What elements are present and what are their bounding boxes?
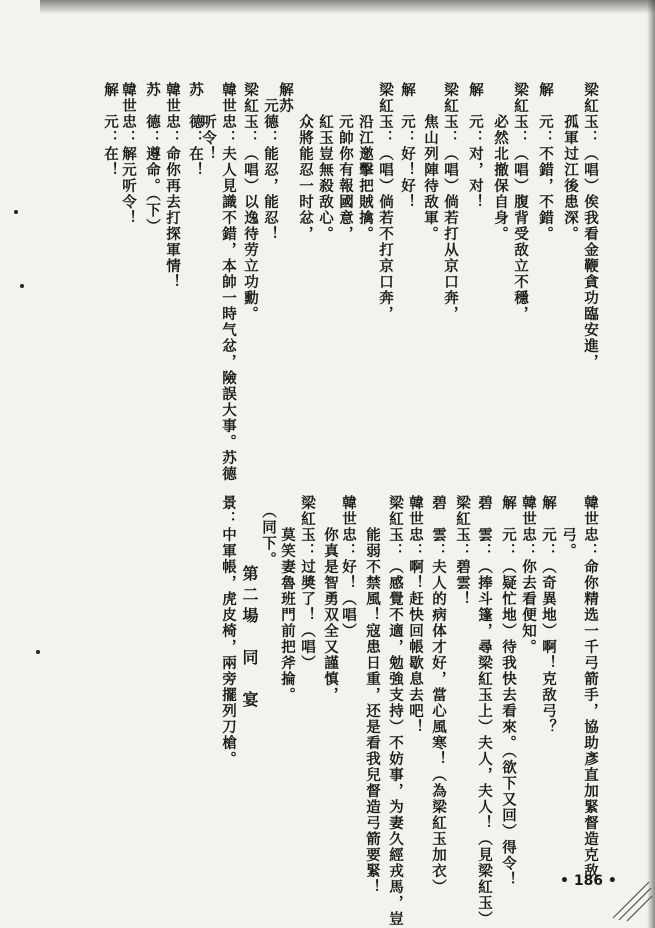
text-line: 众將能忍一时忿， [297, 82, 314, 242]
scan-speck [36, 650, 40, 654]
text-line: 韓世忠：命你精选一千弓箭手，協助彥直加緊督造克敌 [582, 495, 599, 879]
text-line: 韓世忠：解元听令！ [120, 82, 137, 226]
text-line: 解 元：对，对！ [467, 82, 484, 210]
text-line: 莫笑妻魯班門前把斧掄。 [279, 495, 296, 703]
text-line: 你真是智勇双全又謹慎， [322, 495, 339, 703]
text-line: 解 元：不錯，不錯。 [537, 82, 554, 242]
scan-shadow-top [40, 0, 655, 14]
text-line: 听令！ [200, 82, 217, 162]
text-line: 梁紅玉：（唱）倘若打从京口奔， [442, 82, 459, 322]
text-line: 必然北撤保自身。 [492, 82, 509, 242]
text-line: 解 元：（疑忙地）待我快去看來。（欲下又回）得令！ [500, 495, 517, 888]
text-line: 韓世忠：你去看便知。 [520, 495, 537, 655]
scene-heading: 第二場 同 宴 [240, 565, 259, 712]
text-line: 梁紅玉：（感覺不適，勉強支持）不妨事，为妻久經戎馬，豈 [387, 495, 404, 927]
text-line: 元帥你有報國意， [337, 82, 354, 242]
text-line: 焦山列陣待敌軍。 [422, 82, 439, 242]
scan-shadow-right [647, 0, 655, 928]
text-line: 紅玉豈無殺敌心。 [317, 82, 334, 242]
text-line: 梁紅玉：（唱）倘若不打京口奔， [377, 82, 394, 322]
text-line: 梁紅玉：过奬了！（唱） [299, 495, 316, 671]
text-line: 解 元：（奇異地）啊！克敌弓？ [540, 495, 557, 735]
text-line: 梁紅玉：（唱）腹背受敌立不穩， [512, 82, 529, 322]
text-line: 苏 德：遵命。（下） [144, 82, 161, 235]
text-line: 孤軍过江後患深。 [562, 82, 579, 242]
text-line: 梁紅玉：碧雲！ [454, 495, 471, 607]
text-line: 苏 德：在！ [187, 82, 204, 178]
text-line: 能弱不禁風！寇患日重，还是看我兒督造弓箭要緊！ [364, 495, 381, 895]
text-line: 碧 雲：夫人的病体才好，當心風寒！（為梁紅玉加衣） [430, 495, 447, 895]
text-line: 解 元：好！好！ [399, 82, 416, 210]
text-line: 韓世忠：命你再去打探軍情！ [164, 82, 181, 290]
scan-speck [20, 284, 24, 288]
text-line: 梁紅玉：（唱）俟我看金鞭貪功臨安進， [582, 82, 599, 370]
text-line: （同下。 [260, 495, 277, 568]
text-line: 碧 雲：（捧斗篷，尋梁紅玉上）夫人，夫人！（見梁紅玉） [476, 495, 493, 927]
text-line: 韓世忠：好！（唱） [340, 495, 357, 639]
text-line: 韓世忠：夫人見識不錯，本帥一時气忿，險誤大事。苏德 [220, 82, 237, 482]
text-line: 元德：能忍，能忍！ [262, 82, 279, 242]
text-line: 景：中軍帳，虎皮椅，兩旁擺列刀槍。 [220, 495, 237, 767]
text-line: 弓。 [560, 495, 577, 559]
text-line: 沿江邀擊把賊擒。 [357, 82, 374, 242]
page-number: • 186 • [560, 873, 617, 889]
text-line: 解苏 [277, 82, 294, 114]
text-line: 韓世忠：啊！赶快回帳歇息去吧！ [407, 495, 424, 735]
scan-speck [14, 210, 18, 214]
text-line: 解 元：在！ [102, 82, 119, 178]
text-line: 梁紅玉：（唱）以逸待劳立功勳。 [242, 82, 259, 322]
